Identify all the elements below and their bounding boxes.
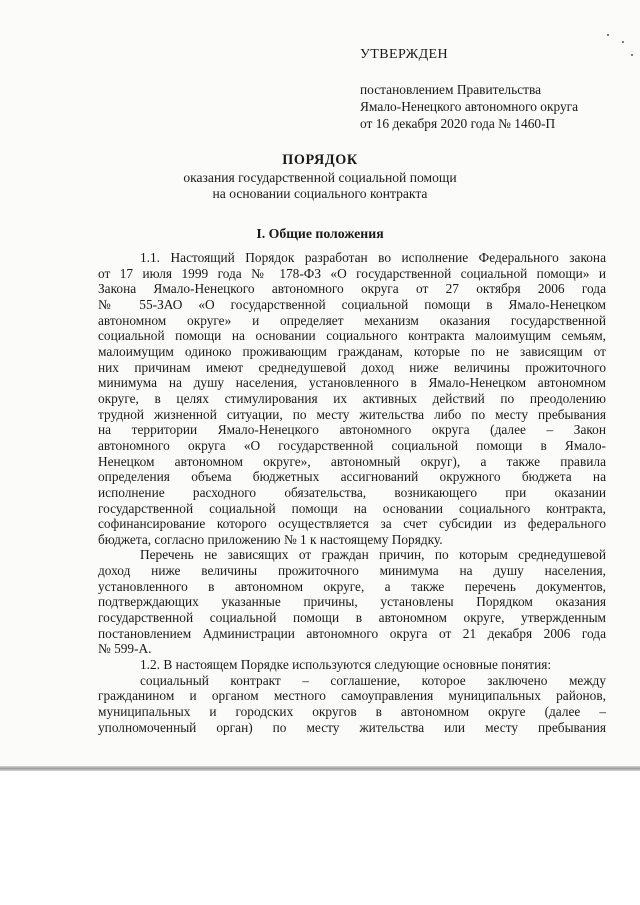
paragraph-line: них причинам имеют среднедушевой доход ниже величины прожиточного: [98, 359, 606, 375]
document-subtitle-line: оказания государственной социальной помощи: [183, 170, 457, 185]
document-subtitle-line: на основании социального контракта: [212, 186, 428, 201]
scan-speck: [622, 41, 624, 43]
paragraph-line: исполнение расходного обязательства, возникающего при оказании: [98, 484, 606, 500]
paragraph-line: Перечень не зависящих от граждан причин, по которым среднедушевой: [140, 547, 606, 563]
approval-block: [360, 46, 578, 132]
approval-heading: УТВЕРЖДЕН: [360, 47, 449, 62]
paragraph-line: постановлением Администрации автономного округа от 21 декабря 2006 года: [98, 625, 606, 641]
paragraph-line: Ненецком автономном округе», автономный округ), а также правила: [98, 453, 606, 469]
approval-line: постановлением Правительства: [360, 82, 542, 97]
paragraph-line: от 17 июля 1999 года № 178-ФЗ «О государственной социальной помощи» и: [98, 265, 606, 281]
paragraph-line: минимума на душу населения, установленного в Ямало-Ненецком автономном: [98, 375, 606, 391]
paragraph-line: автономном округе» и определяет механизм оказания государственной: [98, 312, 606, 328]
paragraph: [98, 673, 606, 736]
approval-line: Ямало-Ненецкого автономного округа: [360, 99, 579, 114]
paragraph-line: № 55-ЗАО «О государственной социальной помощи в Ямало-Ненецком: [98, 296, 606, 312]
document-subtitle: [0, 170, 640, 202]
paragraph-line: социальной помощи на основании социального контракта малоимущим семьям,: [98, 328, 606, 344]
paragraph-line: социальный контракт – соглашение, которое заключено между: [140, 672, 606, 688]
paragraph-line: на территории Ямало-Ненецкого автономного округа (далее – Закон: [98, 422, 606, 438]
paragraph-line: определения объема бюджетных ассигнований окружного бюджета на: [98, 469, 606, 485]
paragraph-line: муниципальных и городских округов в автономном округе (далее –: [98, 704, 606, 720]
paragraph-line: 1.2. В настоящем Порядке используются следующие основные понятия:: [140, 657, 552, 673]
paragraph: [98, 250, 606, 547]
paragraph-line: государственной социальной помощи в автономном округе, утвержденным: [98, 610, 606, 626]
scan-speck: [631, 54, 633, 56]
paragraph-line: бюджета, согласно приложению № 1 к настоящему Порядку.: [98, 531, 443, 547]
scan-speck: [607, 34, 609, 36]
document-title: ПОРЯДОК: [282, 152, 358, 168]
paragraph-line: № 599-А.: [98, 641, 152, 657]
paragraph: [98, 657, 606, 673]
paragraph-line: уполномоченный орган) по месту жительства или месту пребывания: [98, 719, 606, 735]
paragraph-line: округе, в целях стимулирования их активных действий по преодолению: [98, 390, 606, 406]
paragraph-line: 1.1. Настоящий Порядок разработан во исполнение Федерального закона: [140, 250, 606, 265]
section-title: I. Общие положения: [256, 226, 384, 241]
paragraph-line: установленного в автономном округе, а также перечень документов,: [98, 578, 606, 594]
paragraph-line: гражданином и органом местного самоуправления муниципальных районов,: [98, 688, 606, 704]
scan-border: [0, 766, 640, 771]
paragraph-line: Закона Ямало-Ненецкого автономного округа от 27 октября 2006 года: [98, 281, 606, 297]
paragraph-line: софинансирование которого осуществляется за счет субсидии из федерального: [98, 516, 606, 532]
paragraph-line: автономного округа «О государственной социальной помощи в Ямало-: [98, 437, 606, 453]
paragraph: [98, 547, 606, 657]
paragraph-line: доход ниже величины прожиточного минимума на душу населения,: [98, 563, 606, 579]
paragraph-line: государственной социальной помощи на основании социального контракта,: [98, 500, 606, 516]
paragraph-line: подтверждающих указанные причины, установлены Порядком оказания: [98, 594, 606, 610]
document-body: [98, 250, 606, 735]
paragraph-line: трудной жизненной ситуации, по месту жительства либо по месту пребывания: [98, 406, 606, 422]
approval-line: от 16 декабря 2020 года № 1460-П: [360, 116, 556, 131]
paragraph-line: малоимущим одиноко проживающим гражданам, которые по не зависящим от: [98, 343, 606, 359]
